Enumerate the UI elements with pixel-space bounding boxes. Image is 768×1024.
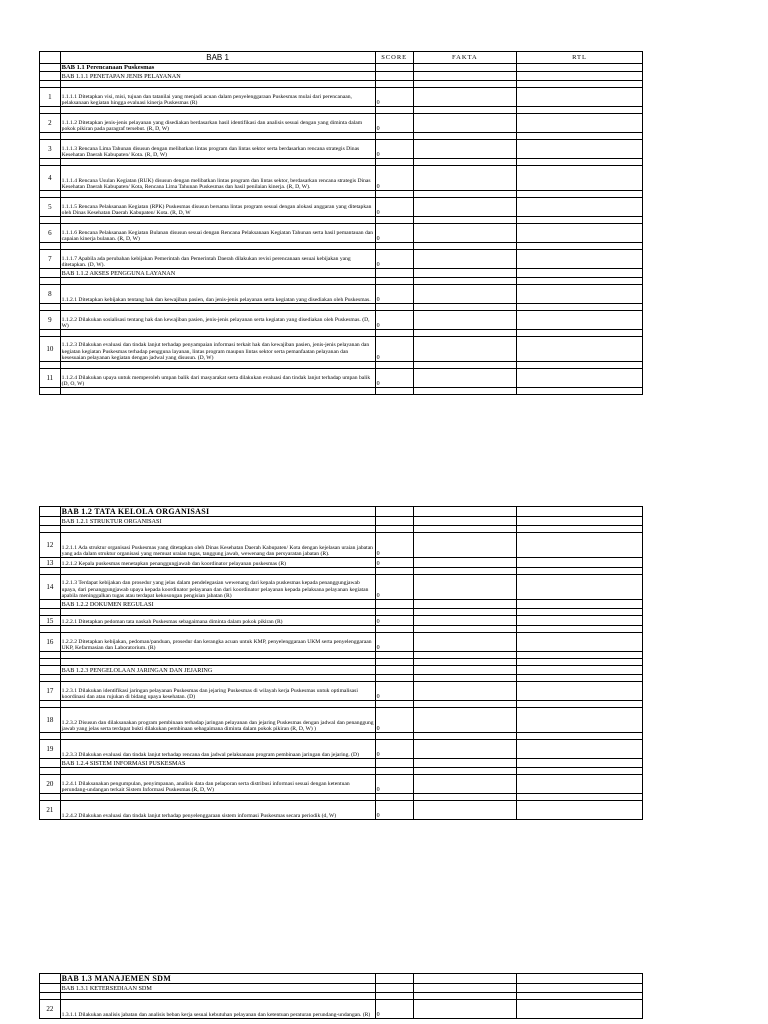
item-number: 11 (40, 369, 61, 388)
item-number: 14 (40, 575, 61, 600)
section-title: BAB 1.1 Perencanaan Puskesmas (60, 64, 375, 72)
item-score: 0 (375, 88, 413, 107)
item-rtl-cell (517, 633, 643, 652)
item-description: 1.1.2.3 Dilakukan evaluasi dan tindak lanjut terhadap penyampaian informasi terkait hak dan kewajiban pasien, jenis-jenis pelayanan dan kegiatan kegiatan Puskesmas terhadap pengguna layanan, lintas program maupun lintas sektor serta pemanfaatan pelayanan dan kesesuaian pelayanan kegiatan dengan jadwal yang disusun. (D, W) (60, 337, 375, 362)
table-row (40, 533, 643, 558)
item-number: 17 (40, 682, 61, 701)
item-fakta-cell (413, 616, 516, 626)
assessment-table-2 (39, 506, 643, 820)
item-number: 5 (40, 198, 61, 217)
table-row (40, 740, 643, 759)
item-number: 20 (40, 775, 61, 794)
blank-row (40, 733, 643, 740)
item-number: 2 (40, 114, 61, 133)
item-description: 1.1.2.1 Ditetapkan kebijakan tentang hak dan kewajiban pasien, dan jenis-jenis pelayanan serta kegiatan yang disediakan oleh Puskesmas. (60, 285, 375, 304)
blank-row (40, 568, 643, 575)
item-rtl-cell (517, 114, 643, 133)
blank-row (40, 81, 643, 88)
blank-row (40, 330, 643, 337)
table-row (40, 682, 643, 701)
item-fakta-cell (413, 285, 516, 304)
item-description: 1.3.1.1 Dilakukan analisis jabatan dan analisis beban kerja sesuai kebutuhan pelayanan dan ketentuan peraturan perundang-undangan. (R) (60, 1000, 375, 1019)
item-rtl-cell (517, 740, 643, 759)
table-row (40, 616, 643, 626)
item-score: 0 (375, 558, 413, 568)
item-fakta-cell (413, 533, 516, 558)
section-title-row (40, 974, 643, 984)
assessment-table-3 (39, 973, 643, 1019)
item-rtl-cell (517, 88, 643, 107)
item-description: 1.2.3.2 Disusun dan dilaksanakan program pembinaan terhadap jaringan pelayanan dan jejaring Puskesmas dengan jadwal dan penanggung jawab yang jelas serta terdapat bukti dilakukan pembinaan sebagaimana diminta dalam pokok pikiran (R, D, W) ) (60, 708, 375, 733)
item-rtl-cell (517, 250, 643, 269)
item-number: 22 (40, 1000, 61, 1019)
item-rtl-cell (517, 682, 643, 701)
table-row (40, 311, 643, 330)
section-title: BAB 1.2 TATA KELOLA ORGANISASI (60, 507, 375, 517)
header-rtl-cell: RTL (517, 52, 643, 64)
item-score: 0 (375, 140, 413, 159)
item-fakta-cell (413, 250, 516, 269)
item-number: 18 (40, 708, 61, 733)
section-title-row (40, 64, 643, 72)
item-fakta-cell (413, 311, 516, 330)
blank-row (40, 217, 643, 224)
blank-row (40, 362, 643, 369)
item-score: 0 (375, 533, 413, 558)
item-rtl-cell (517, 575, 643, 600)
blank-row (40, 133, 643, 140)
subsection-title: BAB 1.2.2 DOKUMEN REGULASI (60, 600, 375, 609)
blank-row (40, 993, 643, 1000)
table-row (40, 198, 643, 217)
item-fakta-cell (413, 558, 516, 568)
table-row (40, 250, 643, 269)
item-score: 0 (375, 708, 413, 733)
item-rtl-cell (517, 224, 643, 243)
item-score: 0 (375, 633, 413, 652)
item-fakta-cell (413, 575, 516, 600)
item-fakta-cell (413, 740, 516, 759)
item-fakta-cell (413, 775, 516, 794)
subsection-title: BAB 1.2.4 SISTEM INFORMASI PUSKESMAS (60, 759, 375, 768)
table-row (40, 708, 643, 733)
item-rtl-cell (517, 311, 643, 330)
blank-row (40, 107, 643, 114)
item-fakta-cell (413, 633, 516, 652)
item-fakta-cell (413, 337, 516, 362)
item-score: 0 (375, 775, 413, 794)
table-row (40, 575, 643, 600)
item-fakta-cell (413, 114, 516, 133)
item-score: 0 (375, 616, 413, 626)
item-fakta-cell (413, 682, 516, 701)
header-no-cell (40, 52, 61, 64)
subsection-title-row (40, 517, 643, 526)
subsection-title-row (40, 269, 643, 278)
item-number: 9 (40, 311, 61, 330)
item-number: 13 (40, 558, 61, 568)
item-description: 1.2.1.3 Terdapat kebijakan dan prosedur yang jelas dalam pendelegasian wewenang dari kepala puskesmas kepada penanggungjawab upaya, dari penanggungjawab upaya kepada koordinator pelayanan dan dari koordinator pelayanan kepada pelaksana pelayanan kegiatan apabila meninggalkan tugas atau terdapat kekosongan pengisian jabatan (R) (60, 575, 375, 600)
item-description: 1.1.1.5 Rencana Pelaksanaan Kegiatan (RPK) Puskesmas disusun bersama lintas program sesuai dengan alokasi anggaran yang ditetapkan oleh Dinas Kesehatan Daerah Kabupaten/ Kota. (R, D, W (60, 198, 375, 217)
section-title-row (40, 507, 643, 517)
item-number: 8 (40, 285, 61, 304)
table-row (40, 369, 643, 388)
item-description: 1.2.3.3 Dilakukan evaluasi dan tindak lanjut terhadap rencana dan jadwal pelaksanaan program pembinaan jaringan dan jejaring. (D) (60, 740, 375, 759)
item-fakta-cell (413, 166, 516, 191)
item-description: 1.1.2.2 Dilakukan sosialisasi tentang hak dan kewajiban pasien, jenis-jenis pelayanan serta kegiatan yang disediakan oleh Puskesmas. (D, W) (60, 311, 375, 330)
item-fakta-cell (413, 88, 516, 107)
item-description: 1.1.1.2 Ditetapkan jenis-jenis pelayanan yang disediakan berdasarkan hasil identifikasi dan analisis sesuai dengan yang diminta dalam pokok pikiran pada paragraf tersebut. (R, D, W) (60, 114, 375, 133)
blank-row (40, 652, 643, 659)
item-rtl-cell (517, 616, 643, 626)
subsection-title: BAB 1.1.1 PENETAPAN JENIS PELAYANAN (60, 72, 375, 81)
item-description: 1.2.2.1 Ditetapkan pedoman tata naskah Puskesmas sebagaimana diminta dalam pokok pikiran (R) (60, 616, 375, 626)
item-number: 19 (40, 740, 61, 759)
item-score: 0 (375, 575, 413, 600)
item-description: 1.2.4.1 Dilaksanakan pengumpulan, penyimpanan, analisis data dan pelaporan serta distribusi informasi sesuai dengan ketentuan perundang-undangan terkait Sistem Informasi Puskesmas (R, D, W) (60, 775, 375, 794)
item-score: 0 (375, 285, 413, 304)
blank-row (40, 626, 643, 633)
subsection-title-row (40, 600, 643, 609)
item-description: 1.1.1.4 Rencana Usulan Kegiatan (RUK) disusun dengan melibatkan lintas program dan lintas sektor, berdasarkan rencana strategis Dinas Kesehatan Daerah Kabupaten/ Kota, Rencana Lima Tahunan Puskesmas dan hasil penilaian kinerja. (R, D, W). (60, 166, 375, 191)
item-rtl-cell (517, 558, 643, 568)
item-score: 0 (375, 369, 413, 388)
item-number: 10 (40, 337, 61, 362)
item-rtl-cell (517, 801, 643, 820)
item-description: 1.2.2.2 Ditetapkan kebijakan, pedoman/panduan, prosedur dan kerangka acuan untuk KMP, penyelenggaraan UKM serta penyelenggaraan UKP, Kefarmasian dan Laboratorium. (R) (60, 633, 375, 652)
table-row (40, 166, 643, 191)
item-number: 3 (40, 140, 61, 159)
item-number: 6 (40, 224, 61, 243)
item-fakta-cell (413, 198, 516, 217)
item-number: 15 (40, 616, 61, 626)
item-score: 0 (375, 250, 413, 269)
blank-row (40, 388, 643, 395)
item-score: 0 (375, 337, 413, 362)
item-number: 7 (40, 250, 61, 269)
blank-row (40, 304, 643, 311)
blank-row (40, 609, 643, 616)
blank-row (40, 659, 643, 666)
item-description: 1.2.4.2 Dilakukan evaluasi dan tindak lanjut terhadap penyelenggaraan sistem informasi Puskesmas secara periodik (d, W) (60, 801, 375, 820)
item-number: 12 (40, 533, 61, 558)
subsection-title-row (40, 666, 643, 675)
subsection-title: BAB 1.3.1 KETERSEDIAAN SDM (60, 984, 375, 993)
item-score: 0 (375, 1000, 413, 1019)
item-fakta-cell (413, 801, 516, 820)
table-row (40, 633, 643, 652)
assessment-table-1 (39, 51, 643, 395)
table-row (40, 775, 643, 794)
item-rtl-cell (517, 533, 643, 558)
item-description: 1.2.1.2 Kepala puskesmas menetapkan penanggungjawab dan koordinator pelayanan puskesmas (R) (60, 558, 375, 568)
table-row (40, 88, 643, 107)
item-rtl-cell (517, 166, 643, 191)
item-rtl-cell (517, 1000, 643, 1019)
item-description: 1.2.1.1 Ada struktur organisasi Puskesmas yang ditetapkan oleh Dinas Kesehatan Daerah Kabupaten/ Kota dengan kejelasan uraian jabatan yang ada dalam struktur organisasi yang memuat uraian tugas, tanggung jawab, wewenang dan persyaratan jabatan (R). (60, 533, 375, 558)
blank-row (40, 278, 643, 285)
item-number: 16 (40, 633, 61, 652)
subsection-title-row (40, 72, 643, 81)
item-description: 1.1.2.4 Dilakukan upaya untuk memperoleh umpan balik dari masyarakat serta dilakukan evaluasi dan tindak lanjut terhadap umpan balik (D, O, W) (60, 369, 375, 388)
table-row (40, 114, 643, 133)
item-description: 1.2.3.1 Dilakukan identifikasi jaringan pelayanan Puskesmas dan jejaring Puskesmas di wilayah kerja Puskesmas untuk optimalisasi koordinasi dan atau rujukan di bidang upaya kesehatan. (D) (60, 682, 375, 701)
section-title: BAB 1.3 MANAJEMEN SDM (60, 974, 375, 984)
item-description: 1.1.1.7 Apabila ada perubahan kebijakan Pemerintah dan Pemerintah Daerah dilakukan revisi perencanaan sesuai kebijakan yang ditetapkan. (D, W). (60, 250, 375, 269)
item-fakta-cell (413, 708, 516, 733)
table-row (40, 285, 643, 304)
table-row (40, 1000, 643, 1019)
blank-row (40, 159, 643, 166)
subsection-title: BAB 1.1.2 AKSES PENGGUNA LAYANAN (60, 269, 375, 278)
item-rtl-cell (517, 285, 643, 304)
item-rtl-cell (517, 337, 643, 362)
blank-row (40, 701, 643, 708)
subsection-title: BAB 1.2.3 PENGELOLAAN JARINGAN DAN JEJARING (60, 666, 375, 675)
item-score: 0 (375, 198, 413, 217)
item-description: 1.1.1.1 Ditetapkan visi, misi, tujuan dan tatanilai yang menjadi acuan dalam penyelenggaraan Puskesmas mulai dari perencanaan, pelaksanaan kegiatan hingga evaluasi kinerja Puskesmas (R) (60, 88, 375, 107)
table-row (40, 140, 643, 159)
item-fakta-cell (413, 1000, 516, 1019)
item-rtl-cell (517, 140, 643, 159)
table-row (40, 801, 643, 820)
item-score: 0 (375, 224, 413, 243)
item-rtl-cell (517, 198, 643, 217)
header-bab-cell: BAB 1 (60, 52, 375, 64)
table-row (40, 224, 643, 243)
blank-row (40, 526, 643, 533)
blank-row (40, 768, 643, 775)
subsection-title-row (40, 984, 643, 993)
item-number: 21 (40, 801, 61, 820)
header-score-cell: SCORE (375, 52, 413, 64)
item-description: 1.1.1.3 Rencana Lima Tahunan disusun dengan melibatkan lintas program dan lintas sektor serta berdasarkan rencana strategis Dinas Kesehatan Daerah Kabupaten/ Kota. (R, D, W) (60, 140, 375, 159)
item-rtl-cell (517, 369, 643, 388)
item-score: 0 (375, 801, 413, 820)
header-row (40, 52, 643, 64)
subsection-title: BAB 1.2.1 STRUKTUR ORGANISASI (60, 517, 375, 526)
item-fakta-cell (413, 224, 516, 243)
table-row (40, 337, 643, 362)
blank-row (40, 675, 643, 682)
table-row (40, 558, 643, 568)
subsection-title-row (40, 759, 643, 768)
item-fakta-cell (413, 369, 516, 388)
item-rtl-cell (517, 708, 643, 733)
item-score: 0 (375, 311, 413, 330)
blank-row (40, 794, 643, 801)
item-number: 1 (40, 88, 61, 107)
item-score: 0 (375, 682, 413, 701)
item-rtl-cell (517, 775, 643, 794)
item-score: 0 (375, 740, 413, 759)
item-fakta-cell (413, 140, 516, 159)
blank-row (40, 243, 643, 250)
item-number: 4 (40, 166, 61, 191)
item-score: 0 (375, 166, 413, 191)
item-description: 1.1.1.6 Rencana Pelaksanaan Kegiatan Bulanan disusun sesuai dengan Rencana Pelaksanaan Kegiatan Tahunan serta hasil pemantauan dan capaian kinerja bulanan. (R, D, W) (60, 224, 375, 243)
blank-row (40, 191, 643, 198)
item-score: 0 (375, 114, 413, 133)
header-fakta-cell: FAKTA (413, 52, 516, 64)
